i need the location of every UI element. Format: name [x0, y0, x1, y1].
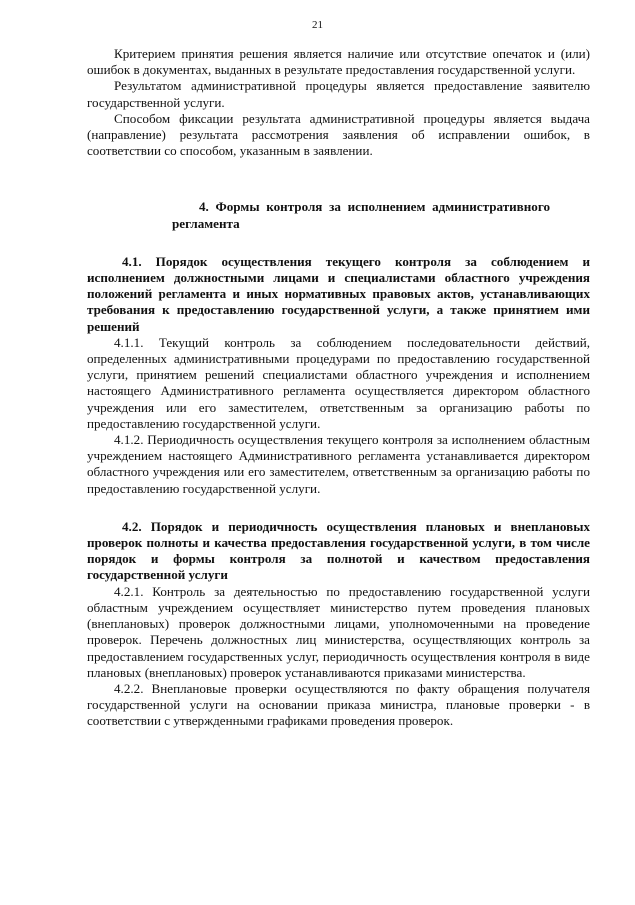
paragraph: 4.2.1. Контроль за деятельностью по предоставлению государственной услуги областным учреждением осуществляет министерство путем проведения плановых (внеплановых) проверок должностными лицами, уполномоченными на проведение проверок. Перечень должностных лиц министерства, осуществляющих контроль за предоставлением государственных услуг, периодичность осуществления контроля в виде плановых (внеплановых) проверок устанавливаются приказами министерства.: [87, 583, 590, 680]
section-4-title: 4. Формы контроля за исполнением административного регламента: [172, 199, 550, 231]
page-number: 21: [312, 19, 323, 31]
paragraph: Способом фиксации результата административной процедуры является выдача (направление) результата рассмотрения заявления об исправлении ошибок, в соответствии со способом, указанным в заявлении.: [87, 110, 590, 159]
paragraph: 4.2.2. Внеплановые проверки осуществляются по факту обращения получателя государственной услуги на основании приказа министра, плановые проверки - в соответствии с утвержденными графиками проведения проверок.: [87, 680, 590, 729]
document-body: [87, 46, 590, 730]
paragraph: Результатом административной процедуры является предоставление заявителю государственной услуги.: [87, 78, 590, 110]
section-4-2-heading: 4.2. Порядок и периодичность осуществления плановых и внеплановых проверок полноты и качества предоставления государственной услуги, в том числе порядок и формы контроля за полнотой и качеством предоставления государственной услуги: [87, 518, 590, 583]
paragraph: Критерием принятия решения является наличие или отсутствие опечаток и (или) ошибок в документах, выданных в результате предоставления государственной услуги.: [87, 46, 590, 78]
paragraph: 4.1.2. Периодичность осуществления текущего контроля за исполнением областным учреждением настоящего Административного регламента устанавливается директором областного учреждения или его заместителем, ответственным за организацию работы по предоставлению государственной услуги.: [87, 432, 590, 496]
paragraph: 4.1.1. Текущий контроль за соблюдением последовательности действий, определенных административными процедурами по предоставлению государственной услуги, принятием решений специалистами областного учреждения и исполнением настоящего Административного регламента осуществляется директором областного учреждения или его заместителем, ответственным за организацию работы по предоставлению государственной услуги.: [87, 334, 590, 431]
section-4-1-heading: 4.1. Порядок осуществления текущего контроля за соблюдением и исполнением должностными лицами и специалистами областного учреждения положений регламента и иных нормативных правовых актов, устанавливающих требования к предоставлению государственной услуги, а также принятием ими решений: [87, 253, 590, 334]
